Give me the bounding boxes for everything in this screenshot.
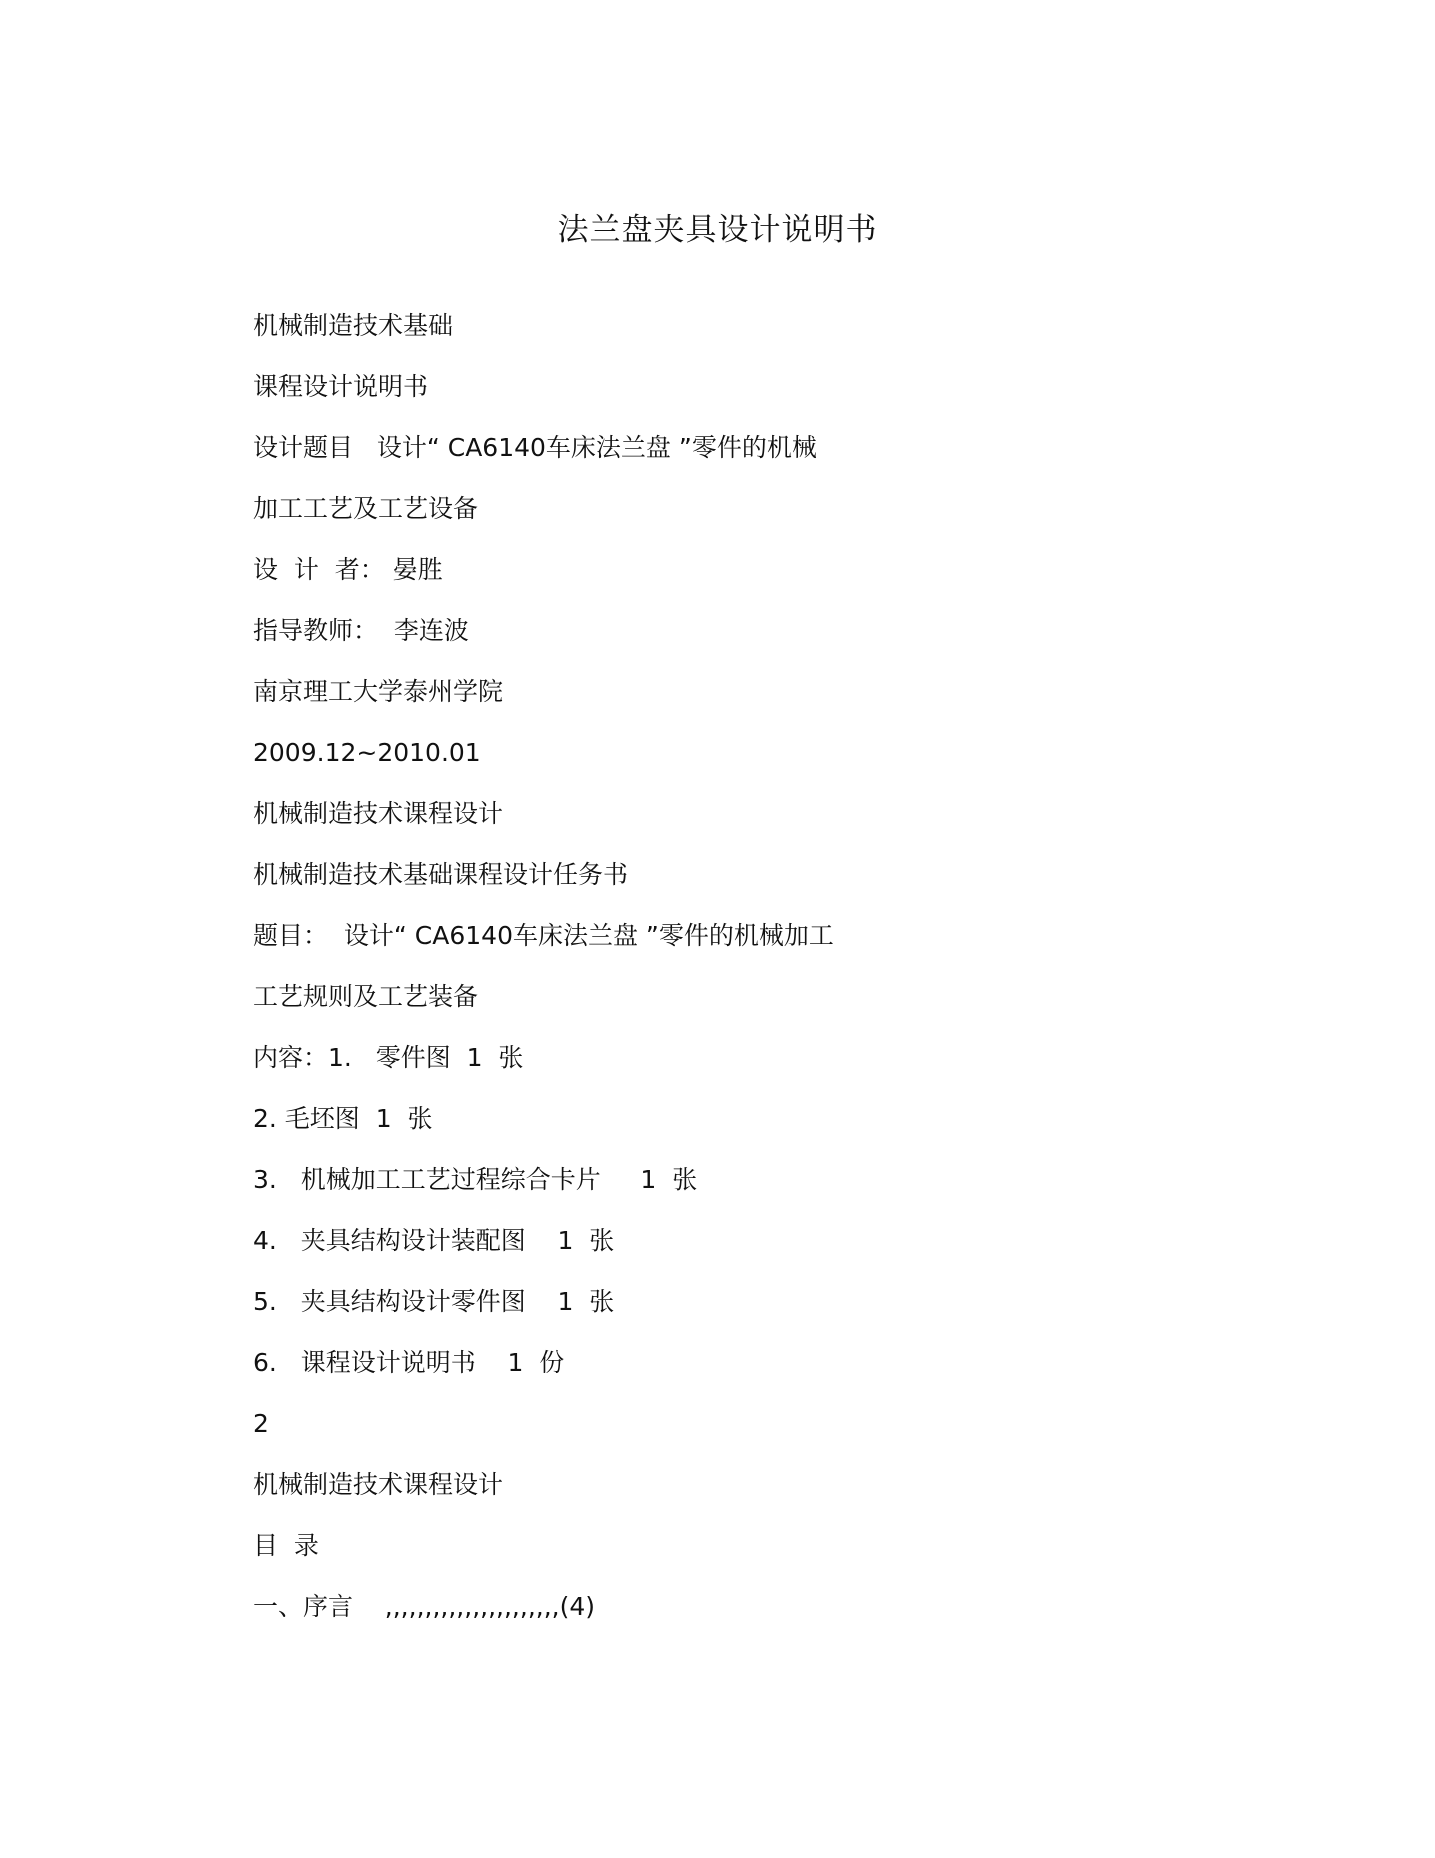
task-book-title-line: 机械制造技术基础课程设计任务书: [253, 860, 629, 889]
running-header-line: 机械制造技术课程设计: [253, 799, 504, 828]
design-topic-line: 设计题目 设计“ CA6140车床法兰盘 ”零件的机械: [253, 433, 817, 462]
design-topic-continued-line: 加工工艺及工艺设备: [253, 494, 479, 523]
document-title: 法兰盘夹具设计说明书: [557, 212, 878, 248]
course-name-line: 机械制造技术基础: [253, 311, 454, 340]
content-item-1-line: 内容：1. 零件图 1 张: [253, 1043, 524, 1072]
institution-line: 南京理工大学泰州学院: [253, 677, 504, 706]
designer-line: 设 计 者： 晏胜: [253, 555, 443, 584]
doc-type-line: 课程设计说明书: [253, 372, 429, 401]
content-item-4-line: 4. 夹具结构设计装配图 1 张: [253, 1226, 615, 1255]
toc-heading: 目 录: [253, 1531, 319, 1560]
page-number: 2: [253, 1409, 269, 1438]
task-topic-continued-line: 工艺规则及工艺装备: [253, 982, 479, 1011]
supervisor-line: 指导教师： 李连波: [253, 616, 469, 645]
content-item-5-line: 5. 夹具结构设计零件图 1 张: [253, 1287, 615, 1316]
date-range-line: 2009.12~2010.01: [253, 738, 481, 767]
content-item-3-line: 3. 机械加工工艺过程综合卡片 1 张: [253, 1165, 698, 1194]
task-topic-line: 题目： 设计“ CA6140车床法兰盘 ”零件的机械加工: [253, 921, 834, 950]
content-item-2-line: 2. 毛坯图 1 张: [253, 1104, 433, 1133]
content-item-6-line: 6. 课程设计说明书 1 份: [253, 1348, 565, 1377]
running-header-line-2: 机械制造技术课程设计: [253, 1470, 504, 1499]
toc-entry: 一、序言 ,,,,,,,,,,,,,,,,,,,,,,(4): [253, 1592, 596, 1621]
